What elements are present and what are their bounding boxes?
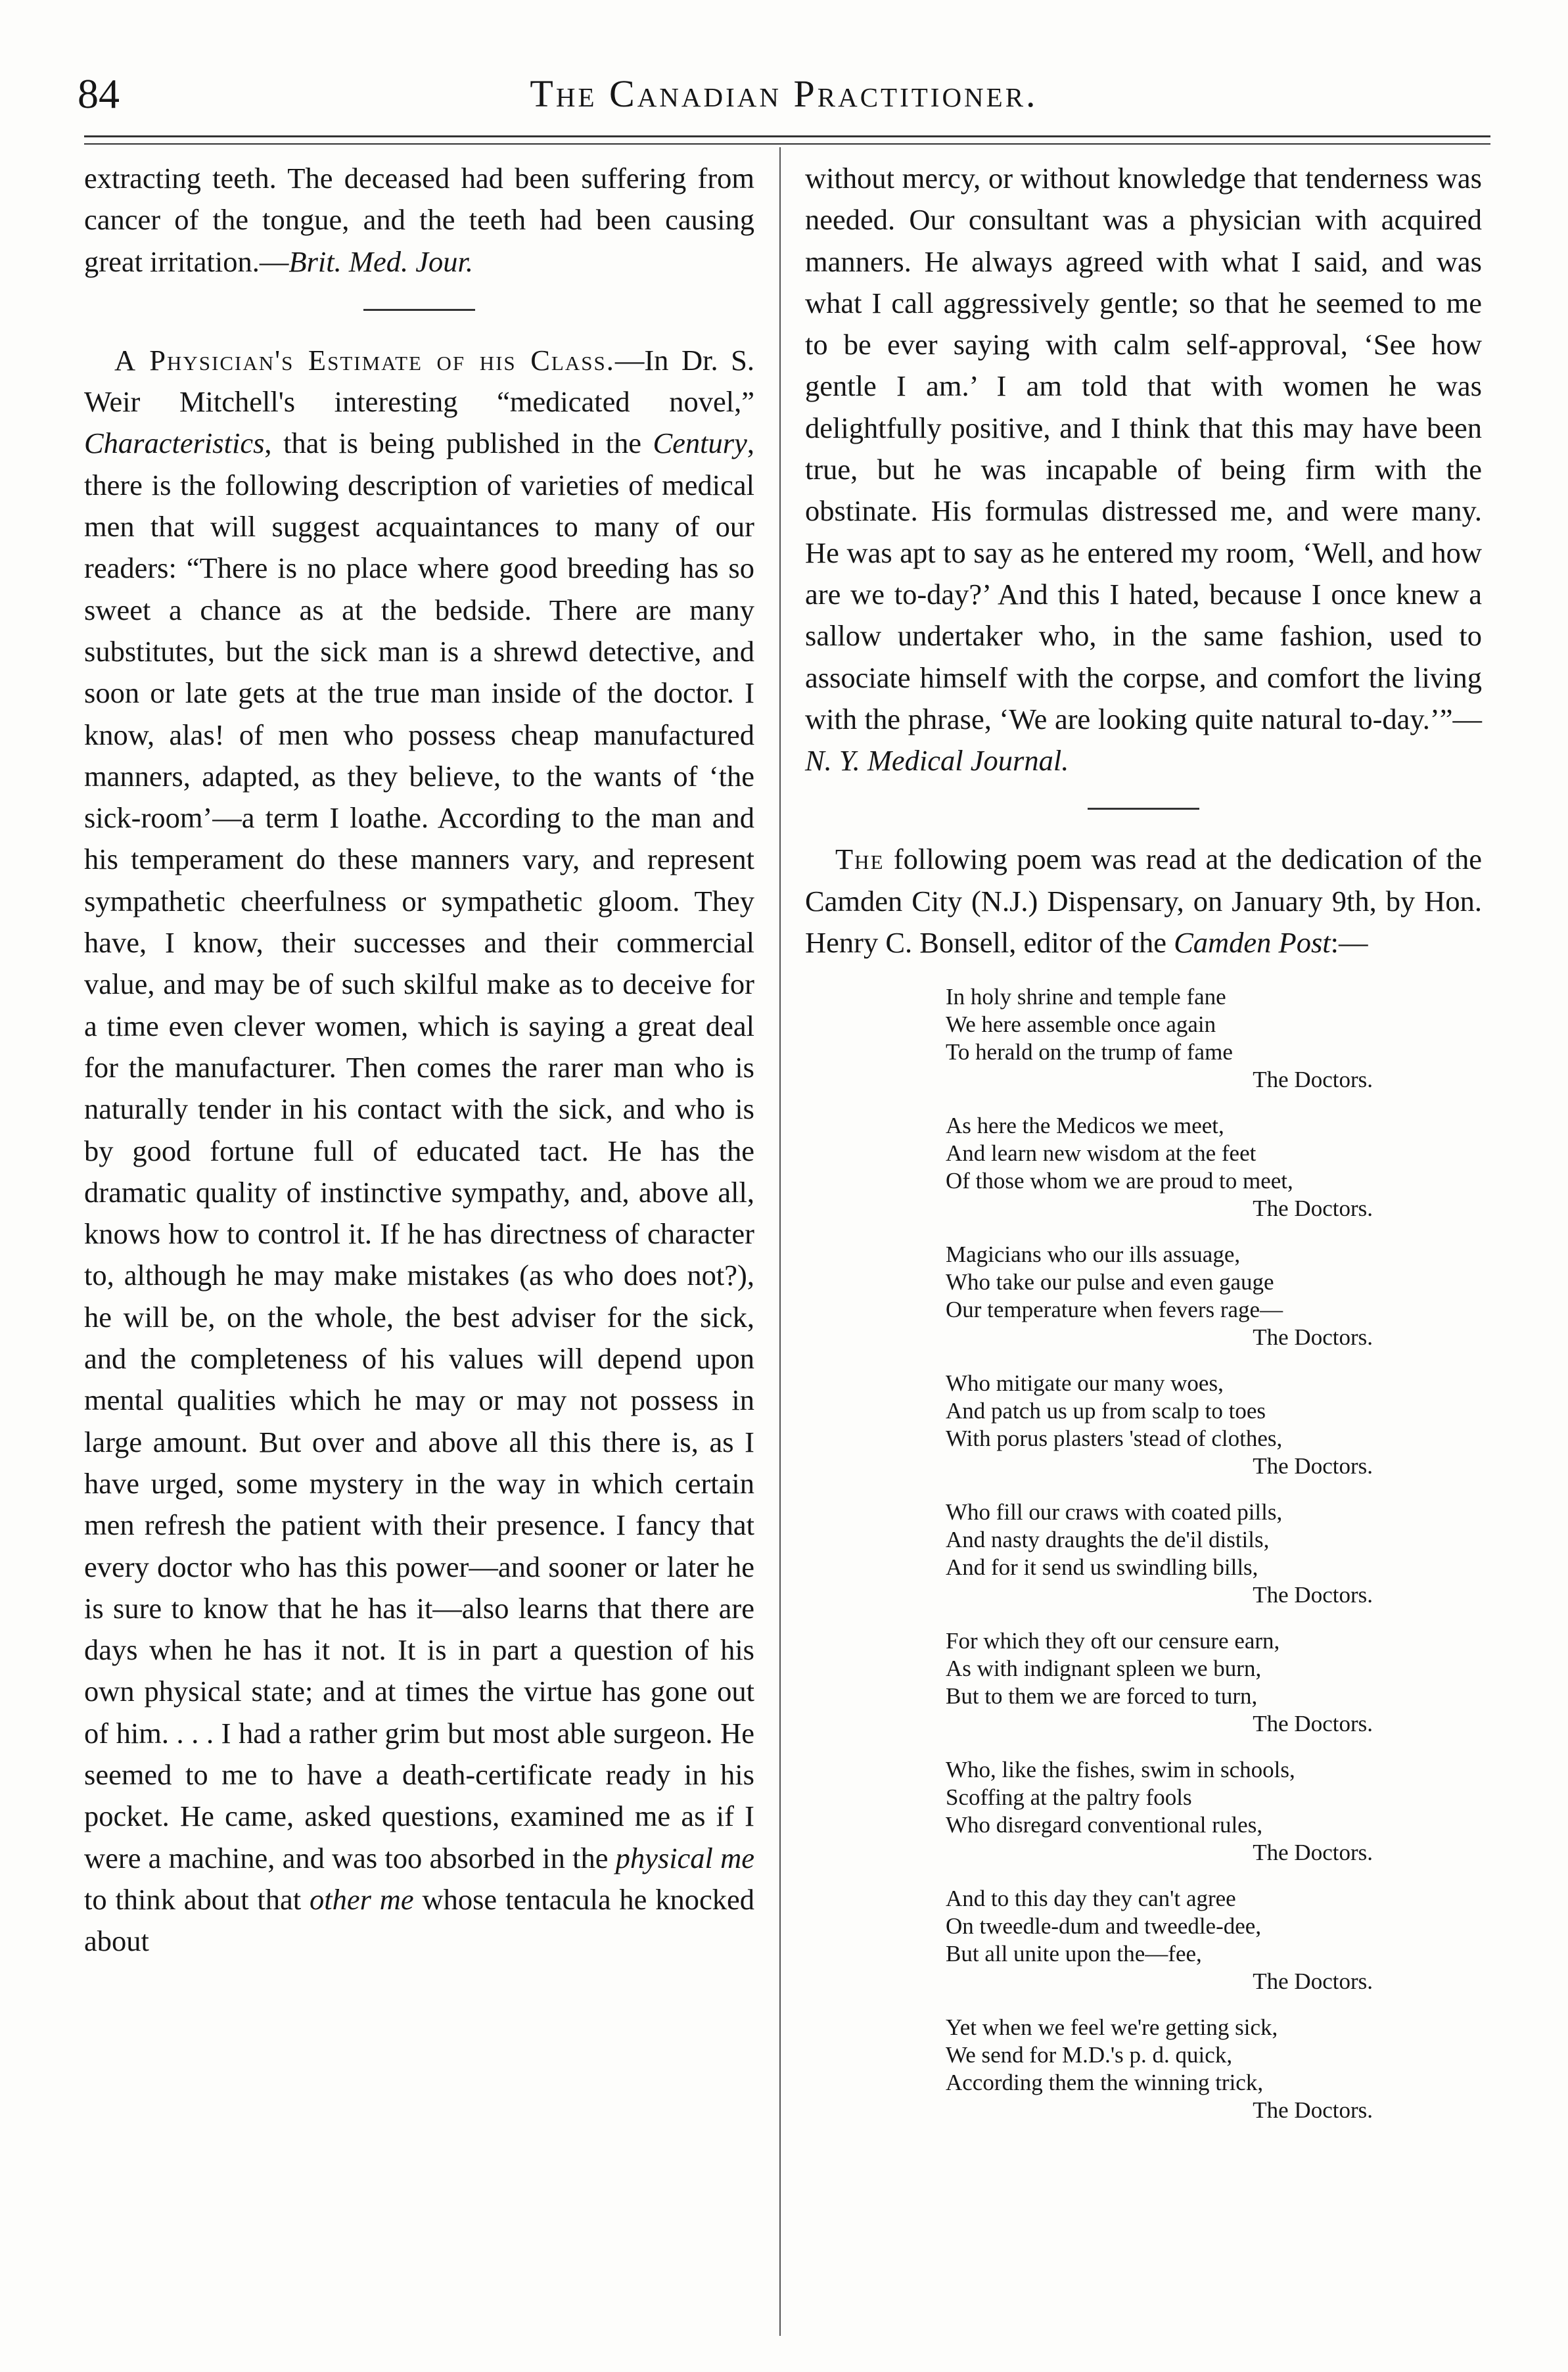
page-header	[78, 64, 1490, 124]
poem-line: Of those whom we are proud to meet,	[946, 1168, 1293, 1194]
column-divider	[779, 147, 781, 2336]
emphasis-text: physical me	[615, 1841, 754, 1874]
magazine-title: Century	[653, 427, 747, 460]
poem-refrain: The Doctors.	[1253, 1324, 1373, 1351]
poem	[946, 983, 1445, 2124]
poem-line: Our temperature when fevers rage—	[946, 1297, 1283, 1323]
poem-line: Who take our pulse and even gauge	[946, 1269, 1274, 1295]
section-separator	[1088, 808, 1199, 810]
poem-line: Who mitigate our many woes,	[946, 1370, 1224, 1397]
poem-line: Who fill our craws with coated pills,	[946, 1499, 1283, 1525]
poem-line: Yet when we feel we're getting sick,	[946, 2014, 1278, 2041]
poem-line: According them the winning trick,	[946, 2070, 1264, 2096]
poem-stanza	[946, 1499, 1445, 1609]
poem-refrain: The Doctors.	[1253, 1453, 1373, 1479]
running-head: The Canadian Practitioner.	[530, 72, 1038, 115]
article-text: —In Dr. S. Weir Mitchell's interesting “medicated novel,”	[84, 343, 754, 419]
poem-line: And patch us up from scalp to toes	[946, 1398, 1266, 1424]
poem-line: We send for M.D.'s p. d. quick,	[946, 2042, 1233, 2068]
poem-line: In holy shrine and temple fane	[946, 984, 1226, 1010]
poem-line: With porus plasters 'stead of clothes,	[946, 1426, 1283, 1452]
poem-refrain: The Doctors.	[1253, 1711, 1373, 1737]
poem-line: As with indignant spleen we burn,	[946, 1656, 1262, 1682]
poem-line: As here the Medicos we meet,	[946, 1113, 1224, 1139]
novel-title: Characteristics	[84, 427, 265, 460]
poem-line: But all unite upon the—fee,	[946, 1941, 1202, 1967]
emphasis-text: other me	[309, 1882, 414, 1916]
poem-refrain: The Doctors.	[1253, 1968, 1373, 1995]
poem-line: And to this day they can't agree	[946, 1886, 1236, 1912]
continued-article-paragraph	[805, 158, 1482, 781]
poem-line: On tweedle-dum and tweedle-dee,	[946, 1913, 1262, 1940]
poem-stanza	[946, 2014, 1445, 2124]
poem-line: But to them we are forced to turn,	[946, 1683, 1258, 1709]
poem-refrain: The Doctors.	[1253, 1582, 1373, 1608]
intro-text: following poem was read at the dedication of the Camden City (N.J.) Dispensary, on January 9th, by Hon. Henry C. Bonsell, editor of the	[805, 843, 1482, 960]
citation-source: N. Y. Medical Journal.	[805, 744, 1069, 778]
continued-text: extracting teeth. The deceased had been suffering from cancer of the tongue, and the teeth had been causing great irritation.—	[84, 162, 754, 278]
right-column	[805, 158, 1482, 2124]
poem-refrain: The Doctors.	[1253, 1196, 1373, 1222]
article-text: , that is being published in the	[264, 427, 653, 460]
poem-line: Who disregard conventional rules,	[946, 1812, 1263, 1838]
intro-lead: The	[835, 843, 885, 876]
intro-end: :—	[1330, 926, 1368, 960]
article-text: to think about that	[84, 1882, 310, 1916]
poem-stanza	[946, 983, 1445, 1094]
poem-line: Magicians who our ills assuage,	[946, 1242, 1241, 1268]
poem-line: To herald on the trump of fame	[946, 1039, 1233, 1065]
article-text: , there is the following description of varieties of medical men that will suggest acquaintances to many of our readers: “There is no place where good breeding has so sweet a chance as at the bedside. There are many substitutes, but the sick man is a shrewd detective, and soon or late gets at the true man inside of the doctor. I know, alas! of men who possess cheap manufactured manners, adapted, as they believe, to the wants of ‘the sick-room’—a term I loathe. According to the man and his temperament do these manners vary, and represent sympathetic cheerfulness or sympathetic gloom. They have, I know, their successes and their commercial value, and may be of such skilful make as to deceive for a time even clever women, which is saying a great deal for the manufacturer. Then comes the rarer man who is naturally tender in his contact with the sick, and who is by good fortune full of educated tact. He has the dramatic quality of instinctive sympathy, and, above all, knows how to control it. If he has directness of character to, although he may make mistakes (as who does not?), he will be, on the whole, the best adviser for the sick, and the completeness of his values will depend upon mental qualities which he may or may not possess in large amount. But over and above all this there is, as I have urged, some mystery in the way in which certain men refresh the patient with their presence. I fancy that every doctor who has this power—and sooner or later he is sure to know that he has it—also learns that there are days when he has it not. It is in part a question of his own physical state; and at times the virtue has gone out of him. . . . I had a rather grim but most able surgeon. He seemed to me to have a death-certificate ready in his pocket. He came, asked questions, examined me as if I were a machine, and was too absorbed in the	[84, 427, 754, 1874]
poem-stanza	[946, 1885, 1445, 1995]
poem-stanza	[946, 1370, 1445, 1480]
poem-line: And nasty draughts the de'il distils,	[946, 1527, 1270, 1553]
header-rule-thin	[84, 143, 1490, 145]
poem-line: For which they oft our censure earn,	[946, 1628, 1280, 1654]
continued-paragraph	[84, 158, 754, 283]
poem-stanza	[946, 1627, 1445, 1738]
article-text: whose tentacula he knocked about	[84, 1882, 754, 1958]
poem-line: Scoffing at the paltry fools	[946, 1784, 1192, 1811]
page-number: 84	[78, 70, 120, 117]
poem-stanza	[946, 1241, 1445, 1351]
poem-refrain: The Doctors.	[1253, 1840, 1373, 1866]
poem-refrain: The Doctors.	[1253, 2097, 1373, 2124]
section-separator	[363, 309, 475, 311]
poem-stanza	[946, 1112, 1445, 1222]
poem-line: We here assemble once again	[946, 1012, 1216, 1038]
article-text: without mercy, or without knowledge that tenderness was needed. Our consultant was a physician with acquired manners. He always agreed with what I said, and was what I call aggressively gentle; so that he seemed to me to be ever saying with calm self-approval, ‘See how gentle I am.’ I am told that with women he was delightfully positive, and I think that this may have been true, but he was incapable of being firm with the obstinate. His formulas distressed me, and were many. He was apt to say as he entered my room, ‘Well, and how are we to-day?’ And this I hated, because I once knew a sallow undertaker who, in the same fashion, used to associate himself with the corpse, and comfort the living with the phrase, ‘We are looking quite natural to-day.’”—	[805, 162, 1482, 735]
left-column	[84, 158, 754, 1962]
poem-intro-paragraph	[805, 839, 1482, 964]
article-title: A Physician's Estimate of his Class.	[114, 343, 615, 377]
poem-line: And for it send us swindling bills,	[946, 1554, 1258, 1581]
article-paragraph	[84, 340, 754, 1963]
newspaper-title: Camden Post	[1174, 926, 1331, 960]
poem-line: Who, like the fishes, swim in schools,	[946, 1757, 1295, 1783]
header-rule	[84, 135, 1490, 137]
poem-refrain: The Doctors.	[1253, 1067, 1373, 1093]
poem-stanza	[946, 1756, 1445, 1867]
citation-source: Brit. Med. Jour.	[288, 244, 473, 278]
poem-line: And learn new wisdom at the feet	[946, 1140, 1257, 1167]
